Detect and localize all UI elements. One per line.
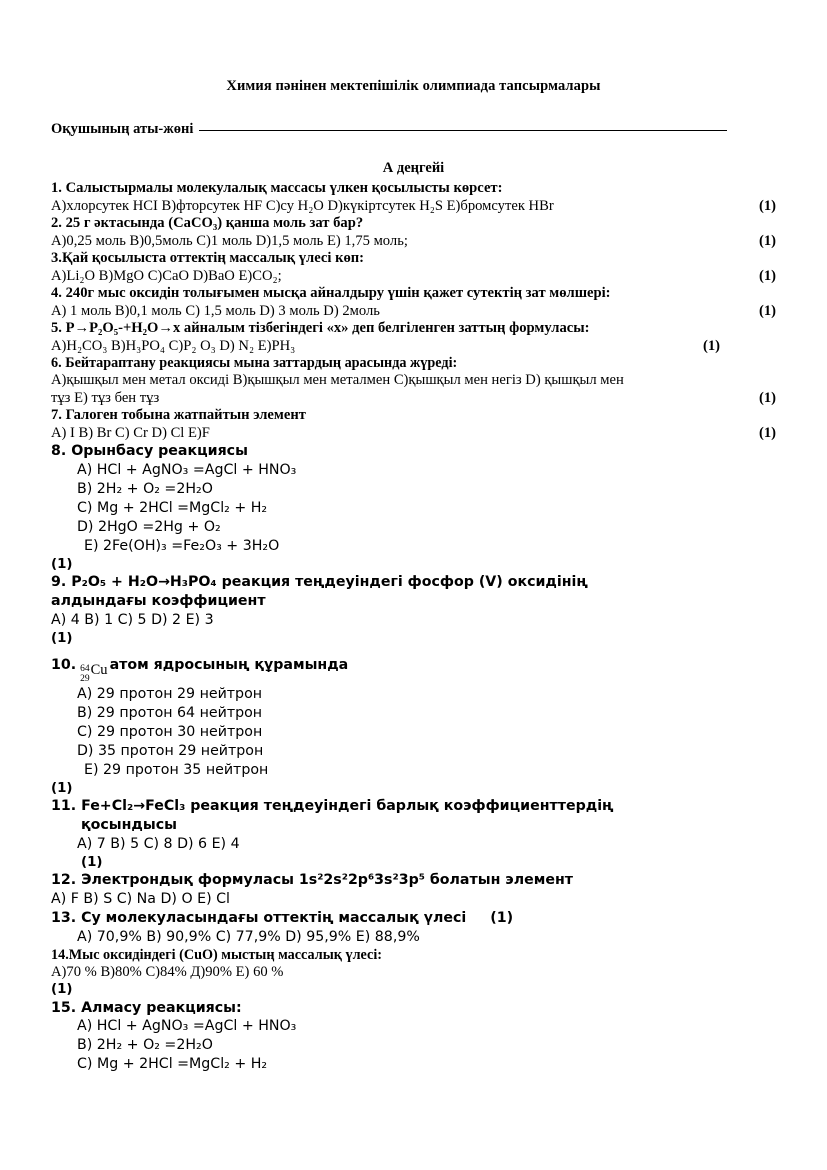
question-10-option-e[interactable]: E) 29 протон 35 нейтрон	[84, 761, 269, 778]
question-6-options-row-2	[51, 390, 776, 408]
question-6-prompt: 6. Бейтараптану реакциясы мына заттардың арасында жүреді:	[51, 355, 458, 371]
question-15-prompt: 15. Алмасу реакциясы:	[51, 999, 242, 1016]
question-7-points: (1)	[758, 424, 776, 441]
question-4-points: (1)	[758, 302, 776, 319]
question-1-options[interactable]: A)хлорсутек HCI B)фторсутек HF C)су H₂O D)күкіртсутек H₂S E)бромсутек HBr	[51, 197, 554, 214]
question-4-prompt: 4. 240г мыс оксидін толығымен мысқа айналдыру үшін қажет сутектің зат мөлшері:	[51, 285, 611, 301]
question-2-prompt: 2. 25 г әктасында (CaCO₃) қанша моль зат бар?	[51, 215, 364, 231]
question-9-options[interactable]: A) 4 B) 1 C) 5 D) 2 E) 3	[51, 611, 214, 628]
question-14-options[interactable]: A)70 % B)80% C)84% Д)90% E) 60 %	[51, 963, 284, 980]
question-13-prompt-row	[51, 909, 776, 928]
question-4-options-row	[51, 303, 776, 321]
document-body	[51, 78, 776, 1074]
question-7-options-row	[51, 425, 776, 443]
question-4-options[interactable]: A) 1 моль B)0,1 моль C) 1,5 моль D) 3 моль D) 2моль	[51, 302, 380, 319]
question-10-prompt-tail: атом ядросының құрамында	[109, 657, 349, 674]
question-8	[51, 442, 776, 573]
question-8-points: (1)	[51, 556, 73, 572]
isotope-symbol: Cu	[90, 662, 108, 679]
question-8-option-c[interactable]: C) Mg + 2HCl =MgCl₂ + H₂	[77, 499, 268, 516]
question-5	[51, 320, 776, 355]
question-2-options[interactable]: A)0,25 моль B)0,5моль C)1 моль D)1,5 моль E) 1,75 моль;	[51, 232, 408, 249]
question-3-options[interactable]: A)Li₂O B)MgO C)CaO D)BaO E)CO₂;	[51, 267, 282, 284]
isotope-mass-number: 64	[80, 663, 90, 674]
question-3	[51, 250, 776, 285]
question-11	[51, 797, 776, 871]
question-9-prompt-line-2: алдындағы коэффициент	[51, 593, 266, 610]
question-9-prompt-line-1: 9. P₂O₅ + H₂O→H₃PO₄ реакция теңдеуіндегі фосфор (V) оксидінің	[51, 574, 588, 591]
question-10-number: 10.	[51, 657, 77, 674]
question-4	[51, 285, 776, 320]
question-3-points: (1)	[758, 267, 776, 284]
page-title: Химия пәнінен мектепішілік олимпиада тапсырмалары	[226, 78, 601, 94]
question-5-points: (1)	[702, 337, 720, 354]
section-heading-level-a: А деңгейі	[382, 160, 445, 176]
question-8-prompt: 8. Орынбасу реакциясы	[51, 443, 248, 460]
isotope-atomic-number: 29	[80, 673, 90, 684]
question-15-option-c[interactable]: C) Mg + 2HCl =MgCl₂ + H₂	[77, 1056, 268, 1073]
question-13-points: (1)	[490, 909, 514, 926]
question-8-option-e[interactable]: E) 2Fe(OH)₃ =Fe₂O₃ + 3H₂O	[84, 537, 280, 554]
question-8-option-b[interactable]: B) 2H₂ + O₂ =2H₂O	[77, 480, 213, 497]
question-13-prompt: 13. Су молекуласындағы оттектің массалық үлесі	[51, 909, 467, 926]
question-14-points: (1)	[51, 982, 73, 998]
question-8-option-a[interactable]: A) HCl + AgNO₃ =AgCl + HNO₃	[77, 461, 297, 478]
question-2	[51, 215, 776, 250]
question-14-prompt: 14.Мыс оксидіндегі (CuO) мыстың массалық үлесі:	[51, 946, 382, 963]
question-10-prompt	[51, 656, 776, 684]
question-12-prompt: 12. Электрондық формуласы 1s²2s²2p⁶3s²3p⁵ болатын элемент	[51, 872, 573, 889]
question-3-options-row	[51, 268, 776, 286]
question-6-options-line-1[interactable]: A)қышқыл мен метал оксиді B)қышқыл мен металмен C)қышқыл мен негіз D) қышқыл мен	[51, 372, 624, 389]
question-13	[51, 909, 776, 947]
question-3-prompt: 3.Қай қосылыста оттектің массалық үлесі көп:	[51, 250, 365, 266]
question-15	[51, 999, 776, 1075]
question-1	[51, 180, 776, 215]
question-14	[51, 947, 776, 999]
question-10-option-b[interactable]: B) 29 протон 64 нейтрон	[77, 704, 263, 721]
question-9-points: (1)	[51, 630, 73, 646]
question-6-points: (1)	[758, 389, 776, 406]
question-1-prompt: 1. Салыстырмалы молекулалық массасы үлкен қосылысты көрсет:	[51, 180, 503, 196]
question-12	[51, 871, 776, 909]
question-12-options[interactable]: A) F B) S C) Na D) O E) Cl	[51, 890, 230, 907]
question-13-options[interactable]: A) 70,9% B) 90,9% C) 77,9% D) 95,9% E) 88,9%	[77, 928, 420, 945]
question-10-option-c[interactable]: C) 29 протон 30 нейтрон	[77, 723, 263, 740]
question-2-options-row	[51, 233, 776, 251]
question-7-options[interactable]: A) I B) Br C) Cr D) Cl E)F	[51, 424, 210, 441]
question-8-option-d[interactable]: D) 2HgO =2Hg + O₂	[77, 518, 221, 535]
question-11-points: (1)	[81, 854, 103, 870]
student-name-label: Оқушының аты-жөні	[51, 121, 194, 137]
question-10	[51, 656, 776, 797]
question-5-options[interactable]: A)H₂CO₃ B)H₃PO₄ C)P₂ O₃ D) N₂ E)PH₃	[51, 337, 296, 354]
question-9	[51, 573, 776, 647]
question-11-prompt-line-1: 11. Fe+Cl₂→FeCl₃ реакция теңдеуіндегі барлық коэффициенттердің	[51, 798, 614, 815]
question-2-points: (1)	[758, 232, 776, 249]
question-10-points: (1)	[51, 780, 73, 796]
question-15-option-b[interactable]: B) 2H₂ + O₂ =2H₂O	[77, 1037, 213, 1054]
question-10-option-d[interactable]: D) 35 протон 29 нейтрон	[77, 742, 264, 759]
question-11-options[interactable]: A) 7 B) 5 C) 8 D) 6 E) 4	[77, 835, 240, 852]
question-10-option-a[interactable]: A) 29 протон 29 нейтрон	[77, 685, 263, 702]
question-6-options-line-2[interactable]: тұз E) тұз бен тұз	[51, 389, 160, 406]
question-7	[51, 407, 776, 442]
question-5-options-row	[51, 338, 776, 356]
question-5-prompt: 5. P→P₂O₅-+H₂O→x айналым тізбегіндегі «х» деп белгіленген заттың формуласы:	[51, 320, 590, 336]
student-name-line	[51, 121, 776, 138]
question-15-option-a[interactable]: A) HCl + AgNO₃ =AgCl + HNO₃	[77, 1018, 297, 1035]
question-7-prompt: 7. Галоген тобына жатпайтын элемент	[51, 407, 306, 424]
question-1-points: (1)	[758, 197, 776, 214]
question-11-prompt-line-2: қосындысы	[81, 816, 177, 833]
question-1-options-row	[51, 198, 776, 216]
question-6	[51, 355, 776, 407]
student-name-blank[interactable]	[199, 130, 727, 131]
isotope-notation-cu	[80, 662, 108, 685]
